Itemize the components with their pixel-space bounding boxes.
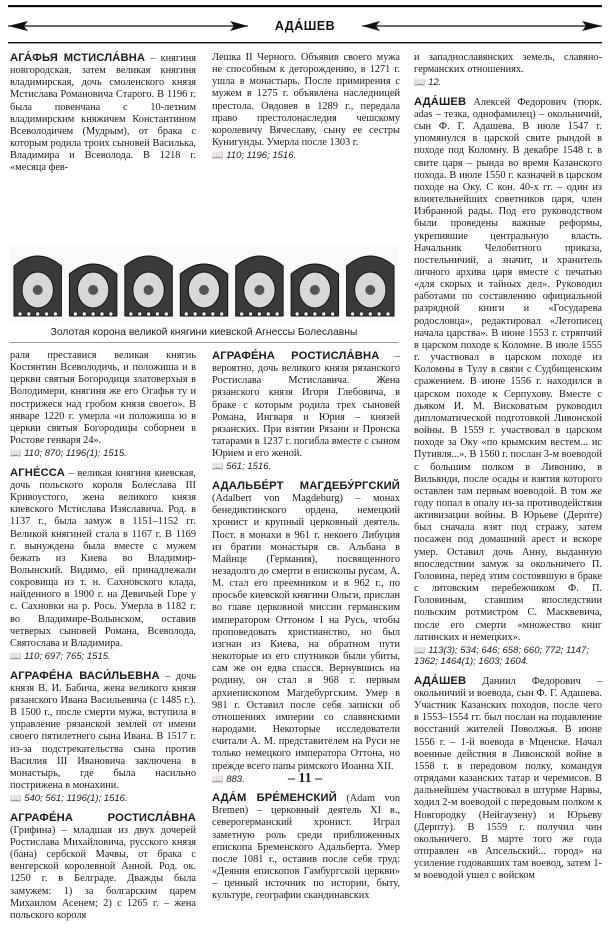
header-title: АДА́ШЕВ <box>274 19 336 33</box>
crown-pearl <box>18 312 22 316</box>
page-number: – 11 – <box>287 771 323 786</box>
crown-pearl <box>248 312 252 316</box>
crown-pearl <box>44 312 48 316</box>
crown-pearl <box>295 312 299 316</box>
book-icon: 📖 <box>414 644 426 655</box>
book-icon: 📖 <box>212 150 224 161</box>
crown-image <box>10 244 398 324</box>
entry-text <box>212 480 400 773</box>
column-3 <box>414 52 602 890</box>
running-header <box>0 0 610 46</box>
entry-text <box>212 350 400 460</box>
references <box>414 645 602 668</box>
entry-body: Даниил Федорович – окольничий и воевода, сын Ф. Г. Адашева. Участник Казанских походов, после чего в 1553–1554 гг. был послан на подавление восстаний жителей Поволжья. В июне 1556 г. – 1-й воевода в Мценске. Начал военные действия в Ливонской войне в 1558 г. в передовом полку, командуя отрядами казанских татар и черемисов. В дальнейшем участвовал в штурме Нарвы, ходил 2-м воеводой с передовым полком к Новгородку (Нейгаузену) и Юрьеву (Дерпту). В 1559 г. получил чин окольничего. В марте того же года отправлен «в Апсельский... город» на усиление годовавших там воевод, затем 1-м воеводой ушел с войском <box>414 675 602 882</box>
entry-body: (Грифина) – младшая из двух дочерей Ростислава Михайловича, русского князя (бана) сербской Мачвы, от брака с венгерской королевной Анной. Род. ок. 1250 г. в Белграде. Дважды была замужем: 1) за болгарским царем Михаилом Асенем; 2) с 1265 г. – жена польского короля <box>10 824 196 921</box>
crown-pearl <box>359 312 363 316</box>
crown-pearl <box>193 312 197 316</box>
entry-body: – великая княгиня киевская, дочь польского короля Болеслава III Кривоустого, жена великого князя киевского Мстислава Изяславича. Род. в 1137 г., была замуж в 1151–1152 гг. Великой княгиней стала в 1167 г. В 1169 г. вынуждена была вместе с мужем бежать из Киева во Владимир-Волынский. Видимо, ей принадлежали сокровища из т. н. Сахновского клада, найденного в 1900 г. на Девичьей Горе у с. Сахновки на р. Рось. Умерла в 1182 г. во Владимире-Волынском, оставив четверых сыновей Романа, Всеволода, Святослава и Владимира. <box>10 467 196 649</box>
crown-gem <box>33 285 43 295</box>
caption-divider <box>10 342 398 343</box>
references-text: 113(3); 534; 646; 658; 660; 772; 1147; 1362; 1464(1); 1603; 1604. <box>414 644 589 668</box>
crown-pearl <box>368 312 372 316</box>
column-1-top <box>10 52 196 182</box>
crown-gem <box>144 285 154 295</box>
references <box>10 651 196 663</box>
illustration-caption: Золотая корона великой княгини киевской Агнессы Болеславны <box>50 327 358 338</box>
references-text: 540; 561; 1196(1); 1516. <box>24 793 128 805</box>
references-text: 110; 697; 765; 1515. <box>24 651 111 663</box>
entry-body: (Adam von Bremen) – церковный деятель XI в., северогерманский хронист. Играл заметную роль среди приближенных епископа Бременского Адальберта. Умер после 1081 г., оставив после себя труд: «Деяния епископов Гамбургской церкви» – ценный источник по истории, быту, культуре, географии скандинавских <box>212 793 400 902</box>
crown-pearl <box>350 312 354 316</box>
crown-pearl <box>266 312 270 316</box>
references <box>212 461 400 473</box>
entry-headword: АДА́ШЕВ <box>414 674 467 687</box>
entry-body: – дочь князя В. И. Бабича, жена великого князя рязанского Ивана Васильевича (с 1485 г.). В 1500 г., после смерти мужа, вступила в управление рязанской землей от имени своего пятилетнего сына Ивана. В 1517 г. из-за подстрекательства сына против Василия III Ивановича заключена в монастырь, где была насильно пострижена в монахини. <box>10 670 196 791</box>
column-1-bottom <box>10 350 196 929</box>
crown-pearl <box>138 312 142 316</box>
entry-headword: АГНЕ́ССА <box>10 466 65 479</box>
crown-pearl <box>184 312 188 316</box>
entry-headword: АДАЛЬБЕ́РТ МАГДЕБУ́РГСКИЙ <box>212 479 400 492</box>
crown-pearl <box>304 312 308 316</box>
entry-text <box>212 792 400 902</box>
entry-body: – вероятно, дочь великого князя рязанского Ростислава Мстиславича. Жена рязанского князя Игоря Глебовича, в браке с которым родила трех сыновей Романа, Ингваря и Юрия – князей рязанских. При взятии Рязани и Пронска татарами в 1237 г. погибла вместе с сыном Юрием и его женой. <box>212 351 400 460</box>
references-text: 12. <box>428 77 442 89</box>
crown-pearl <box>109 312 113 316</box>
crown-illustration <box>10 244 398 324</box>
column-2-top <box>212 52 400 169</box>
references <box>10 448 196 460</box>
references-text: 883. <box>226 773 245 785</box>
book-icon: 📖 <box>10 651 22 662</box>
crown-pearl <box>275 312 279 316</box>
crown-gem <box>310 285 320 295</box>
entry-headword: АДА́М БРЕ́МЕНСКИЙ <box>212 792 337 805</box>
entry-text <box>212 52 400 149</box>
entry-body: – княгиня новгородская, затем великая княгиня владимирская, дочь смоленского князя Мстислава Романовича Старого. В 1196 г. была повенчана с 10-летним владимирским княжичем Константином Всеволодичем (Мудрым), от брака с которым родила троих сыновей Василька, Владимира и Всеволода. В 1218 г. «месяца фев- <box>10 53 196 174</box>
entry-text <box>10 350 196 447</box>
book-icon: 📖 <box>212 461 224 472</box>
crown-gem <box>365 285 375 295</box>
references <box>10 793 196 805</box>
crown-pearl <box>146 312 150 316</box>
crown-pearl <box>73 312 77 316</box>
crown-gem <box>254 285 264 295</box>
references-text: 110; 1196; 1516. <box>226 150 297 162</box>
entry-text <box>10 670 196 793</box>
entry-text <box>414 96 602 644</box>
column-2-bottom <box>212 350 400 910</box>
crown-pearl <box>36 312 40 316</box>
crown-gem <box>199 285 209 295</box>
entry-body: и западнославянских земель, славяно-германских отношениях. <box>414 52 602 76</box>
entry-body: Алексей Федорович (тюрк. adas – тезка, однофамилец) – окольничий, сын Ф. Г. Адашева. В июле 1547 г. упомянулся в царской свите рындой в походе под Коломну. В декабре 1548 г. в свите царя – рында во время Казанского похода. В июле 1550 г. казначей в царском походе на Оку. С кон. 40-х гг. – один из влиятельнейших советников царя, член Избранной рады. Под его руководством были проведены важные реформы, укрепившие центральную власть. Начальник Челобитного приказа, постельничий, а значит, и хранитель личного архива царя вместе с печатью «для скорых и тайных дел». Руководил работами по составлению официальной разрядной книги и «Государева родословца», редактировал «Летописец начала царства». В июне 1553 г. стряпчий в царском походе к Коломне. В июле 1555 г. участвовал в царском походе из Коломны в Тулу в связи с Судбищенским сражением. В июне 1556 г. находился в царском походе к Серпухову. Вместе с дьяком И. М. Висковатым руководил дипломатической подготовкой Ливонской войны. В 1559 г. участвовал в царском походе за Оку «по крымским вестем... ис Путивля...». В 1560 г. послан 3-м воеводой с большим полком в Ливонию, в Вильянди, после осады и взятия которого оставлен там первым воеводой. В том же году попал в опалу из-за противодействия активизации войны. В Юрьеве (Дерпте) был сначала взят под стражу, затем посажен под домашний арест и вскоре умер. Оставил дочь Анну, выданную впоследствии замуж за окольничего П. Головина, перед этим состоявшую в браке с литовским перебежчиком Ф. П. Головиным, ставшим впоследствии польским ротмистром С. Масквевича, после его смерти «множество книг латинских и немецких». <box>414 96 603 643</box>
references <box>212 150 400 162</box>
entry-headword: АДА́ШЕВ <box>414 95 467 108</box>
crown-pearl <box>220 312 224 316</box>
entry-headword: АГРАФЕ́НА РОСТИСЛА́ВНА <box>212 350 380 362</box>
entry-body: (Adalbert von Magdeburg) – монах бенедиктинского ордена, немецкий хронист и крупный церковный деятель. Пост. в монахи в 961 г. некоего Либуция из братии монастыря св. Альбана в Майнце (Германия), посвященного незадолго до смерти в епископы русам, А. М. стал его преемником и в 962 г., по просьбе киевской княгини Ольги, прислан во главе церковной миссии германским императором Оттоном I на Русь, чтобы проповедовать христианство, но был изгнан из Киева, на обратном пути некоторые из его спутников были убиты, сам же он едва спасся. Вернувшись на родину, он стал в 968 г. первым архиепископом Магдебургским. Умер в 981 г. Оставил после себя записки об отношениях империи со славянскими народами. Некоторые исследователи считали А. М. представителем на Руси не только немецкого императора Оттона, но прежде всего папы римского Иоанна XII. <box>212 493 400 772</box>
crown-pearl <box>129 312 133 316</box>
entry-body: Лешка II Черного. Объявив своего мужа не способным к деторождению, в 1271 г. ушла в монастырь. После примирения с мужем в 1275 г. объявлена наследницей престола. Овдовев в 1289 г., передала право престолонаследия чешскому королевичу Вячеславу, сыну ее сестры Кунигунды. Умерла после 1303 г. <box>212 52 400 149</box>
crown-pearl <box>211 312 215 316</box>
crown-pearl <box>377 312 381 316</box>
entry-text <box>10 467 196 650</box>
entry-text <box>414 52 602 76</box>
entry-text <box>10 812 196 922</box>
crown-pearl <box>100 312 104 316</box>
references <box>414 77 602 89</box>
crown-pearl <box>91 312 95 316</box>
entry-headword: АГРАФЕ́НА РОСТИСЛА́ВНА <box>10 811 196 824</box>
entry-body: раля преставися великая княгиь Костянтин Всеволодичь, и положиша и в церкви святыя Богородиця златоверхыя в Володимери, княгиня же его Огафья ту и пострижеся над гробом князя своего». В январе 1220 г. умерла «и положиша ю в церкви святыя Богородицы соборнеи в Ростове генваря 24». <box>10 350 196 447</box>
crown-pearl <box>322 312 326 316</box>
references-text: 561; 1516. <box>226 461 272 473</box>
crown-gem <box>88 285 98 295</box>
crown-pearl <box>53 312 57 316</box>
book-icon: 📖 <box>212 773 224 784</box>
entry-text <box>414 675 602 883</box>
entry-headword: АГА́ФЬЯ МСТИСЛА́ВНА <box>10 52 146 64</box>
crown-pearl <box>257 312 261 316</box>
entry-headword: АГРАФЕ́НА ВАСИ́ЛЬЕВНА <box>10 669 160 682</box>
crown-pearl <box>330 312 334 316</box>
crown-pearl <box>202 312 206 316</box>
crown-pearl <box>313 312 317 316</box>
entry-text <box>10 52 196 175</box>
references-text: 110; 870; 1196(1); 1515. <box>24 448 127 460</box>
book-icon: 📖 <box>10 793 22 804</box>
crown-pearl <box>164 312 168 316</box>
crown-pearl <box>27 312 31 316</box>
crown-pearl <box>386 312 390 316</box>
book-icon: 📖 <box>414 77 426 88</box>
crown-pearl <box>155 312 159 316</box>
crown-pearl <box>82 312 86 316</box>
book-icon: 📖 <box>10 448 22 459</box>
crown-pearl <box>240 312 244 316</box>
